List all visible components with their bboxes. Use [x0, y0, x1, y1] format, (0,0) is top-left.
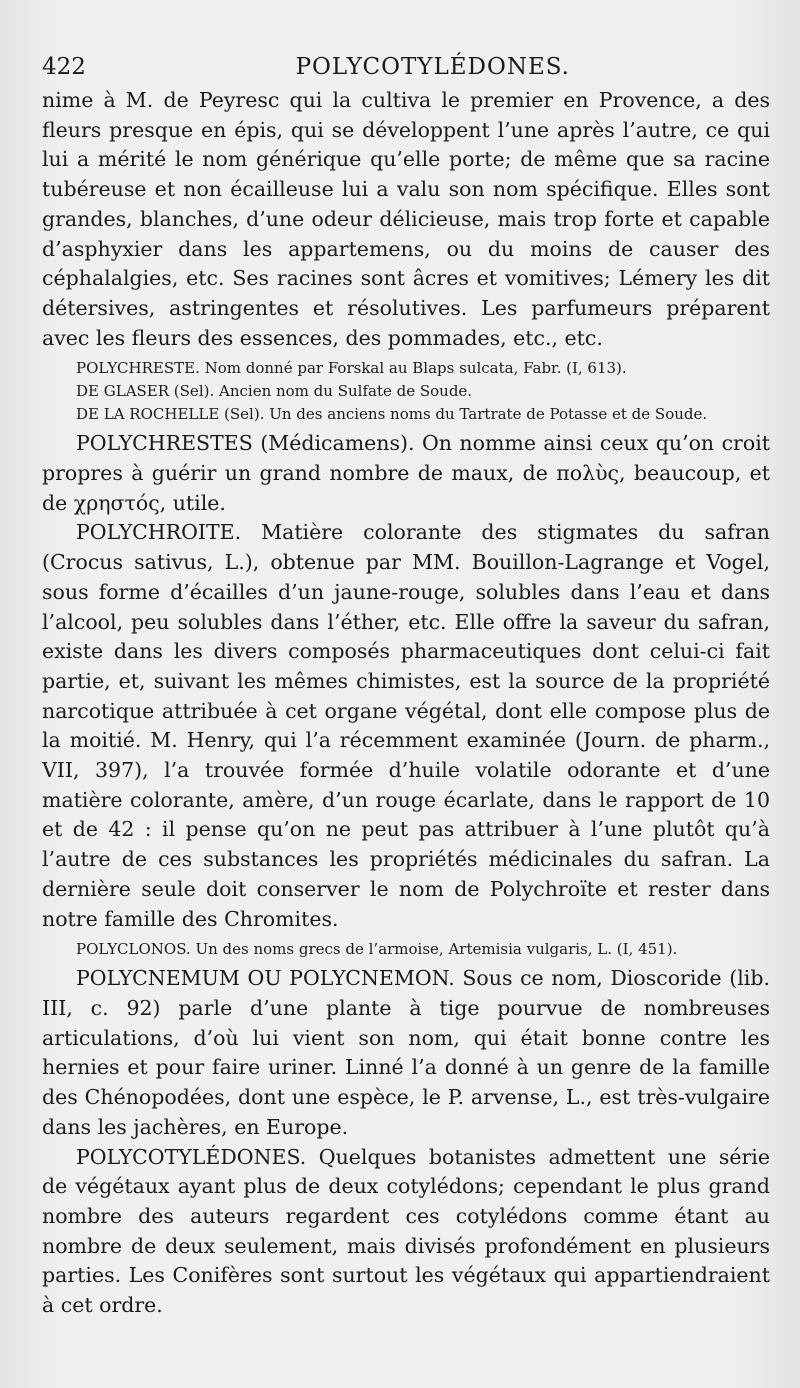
entry-polyclonos: POLYCLONOS. Un des noms grecs de l’armoise, Artemisia vulgaris, L. (I, 451).: [76, 940, 678, 959]
running-head: [42, 52, 770, 82]
entry-polycotyledones: POLYCOTYLÉDONES. Quelques botanistes admettent une série de végétaux ayant plus de deux cotylédons; cependant le plus grand nombre des auteurs regardent ces cotylédons comme étant au nombre de deux seulement, mais divisés profondément en plusieurs parties. Les Conifères sont surtout les végétaux qui appartiendraient à cet ordre.: [42, 1144, 770, 1318]
main-text: [42, 86, 770, 353]
page-number: 422: [42, 54, 86, 80]
entry-polyclonos-block: [42, 938, 770, 961]
main-text-2: [42, 429, 770, 934]
entry-polychrestes: POLYCHRESTES (Médicamens). On nomme ainsi ceux qu’on croit propres à guérir un grand nombre de maux, de πολὺς, beaucoup, et de χρηστός, utile.: [42, 431, 770, 515]
entry-polychreste-1: POLYCHRESTE. Nom donné par Forskal au Blaps sulcata, Fabr. (I, 613).: [76, 359, 627, 378]
running-title: POLYCOTYLÉDONES.: [295, 54, 570, 80]
entry-polycnemum: POLYCNEMUM OU POLYCNEMON. Sous ce nom, Dioscoride (lib. III, c. 92) parle d’une plante à tige pourvue de nombreuses articulations, d’où lui vient son nom, qui était bonne contre les hernies et pour faire uriner. Linné l’a donné à un genre de la famille des Chénopodées, dont une espèce, le P. arvense, L., est très-vulgaire dans les jachères, en Europe.: [42, 966, 770, 1139]
entry-polychreste-3: DE LA ROCHELLE (Sel). Un des anciens noms du Tartrate de Potasse et de Soude.: [76, 405, 708, 424]
entry-polychroite: POLYCHROITE. Matière colorante des stigmates du safran (Crocus sativus, L.), obtenue par MM. Bouillon-Lagrange et Vogel, sous forme d’écailles d’un jaune-rouge, solubles dans l’eau et dans l’alcool, peu solubles dans l’éther, etc. Elle offre la saveur du safran, existe dans les divers composés pharmaceutiques dont celui-ci fait partie, et, suivant les mêmes chimistes, est la source de la propriété narcotique attribuée à cet organe végétal, dont elle compose plus de la moitié. M. Henry, qui l’a récemment examinée (Journ. de pharm., VII, 397), l’a trouvée formée d’huile volatile odorante et d’une matière colorante, amère, d’un rouge écarlate, dans le rapport de 10 et de 42 : il pense qu’on ne peut pas attribuer à l’une plutôt qu’à l’autre de ces substances les propriétés médicinales du safran. La dernière seule doit conserver le nom de Polychroïte et rester dans notre famille des Chromites.: [42, 520, 770, 931]
continued-paragraph: nime à M. de Peyresc qui la cultiva le premier en Provence, a des fleurs presque en épis, qui se développent l’une après l’autre, ce qui lui a mérité le nom générique qu’elle porte; de même que sa racine tubéreuse et non écailleuse lui a valu son nom spécifique. Elles sont grandes, blanches, d’une odeur délicieuse, mais trop forte et capable d’asphyxier dans les appartemens, ou du moins de causer des céphalalgies, etc. Ses racines sont âcres et vomitives; Lémery les dit détersives, astringentes et résolutives. Les parfumeurs préparent avec les fleurs des essences, des pommades, etc., etc.: [42, 88, 770, 350]
entry-polychreste: [42, 357, 770, 426]
entry-polychreste-2: DE GLASER (Sel). Ancien nom du Sulfate de Soude.: [76, 382, 473, 401]
main-text-3: [42, 964, 770, 1320]
